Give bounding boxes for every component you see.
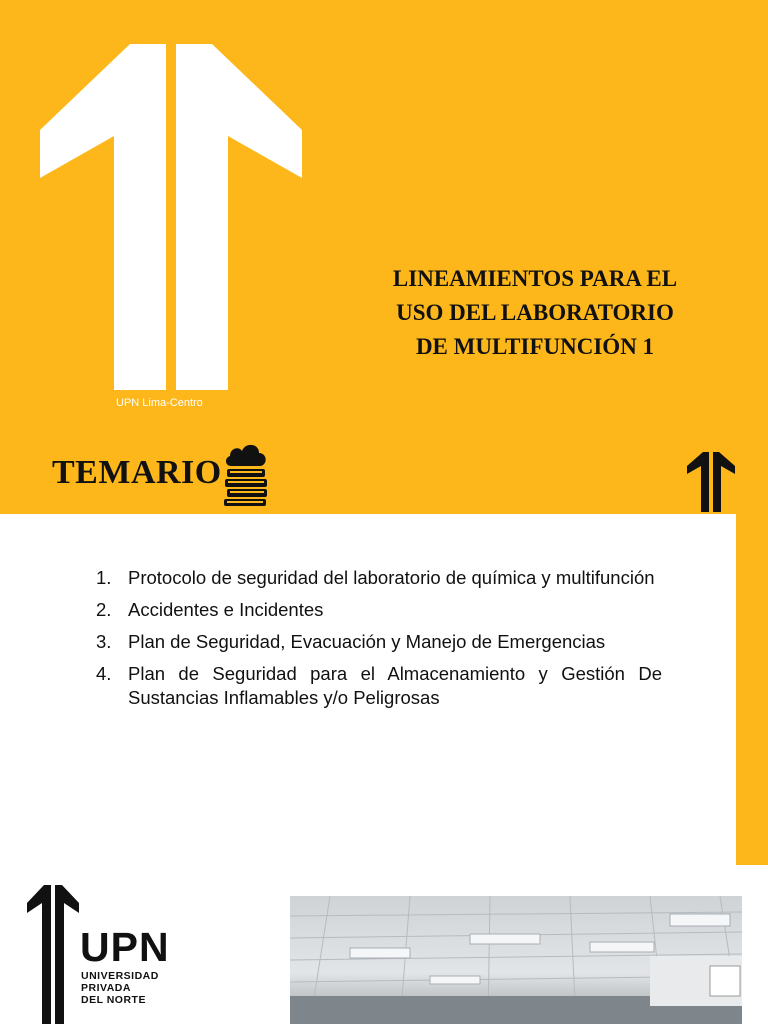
campus-label: UPN Lima-Centro [116,397,203,409]
list-item [96,566,662,590]
list-item-number: 4. [96,663,112,684]
brand-subtitle-line: DEL NORTE [81,994,146,1006]
list-item-text: Accidentes e Incidentes [128,599,324,620]
upn-arrow-logo-icon [36,44,306,390]
brand-subtitle-line: PRIVADA [81,982,131,994]
brand-name: UPN [80,924,170,970]
agenda-side-strip [736,514,768,865]
agenda-header [0,428,768,514]
title-line: USO DEL LABORATORIO [396,300,674,325]
list-item-number: 2. [96,599,112,620]
agenda-heading: TEMARIO [52,454,222,491]
list-item-text: Plan de Seguridad, Evacuación y Manejo de Emergencias [128,631,606,652]
office-ceiling-photo [290,896,742,1024]
brand-subtitle [81,970,159,1006]
upn-arrow-logo-icon [26,885,80,1024]
title-slide [0,0,768,428]
list-item-number: 1. [96,567,112,588]
list-item-number: 3. [96,631,112,652]
agenda-list [96,566,662,718]
list-item [96,662,662,710]
cover-slide [0,865,768,1024]
title-line: LINEAMIENTOS PARA EL [392,266,678,291]
books-with-cloud-icon [221,438,271,506]
list-item [96,598,662,622]
list-item-text: Protocolo de seguridad del laboratorio de química y multifunción [128,567,655,588]
presentation-title [340,262,730,364]
title-line: DE MULTIFUNCIÓN 1 [415,334,655,359]
brand-subtitle-line: UNIVERSIDAD [81,970,159,982]
upn-arrow-logo-icon [686,452,736,512]
list-item [96,630,662,654]
list-item-text: Plan de Seguridad para el Almacenamiento y Gestión De Sustancias Inflamables y/o Peligrosas [128,663,662,708]
agenda-slide [0,428,768,865]
